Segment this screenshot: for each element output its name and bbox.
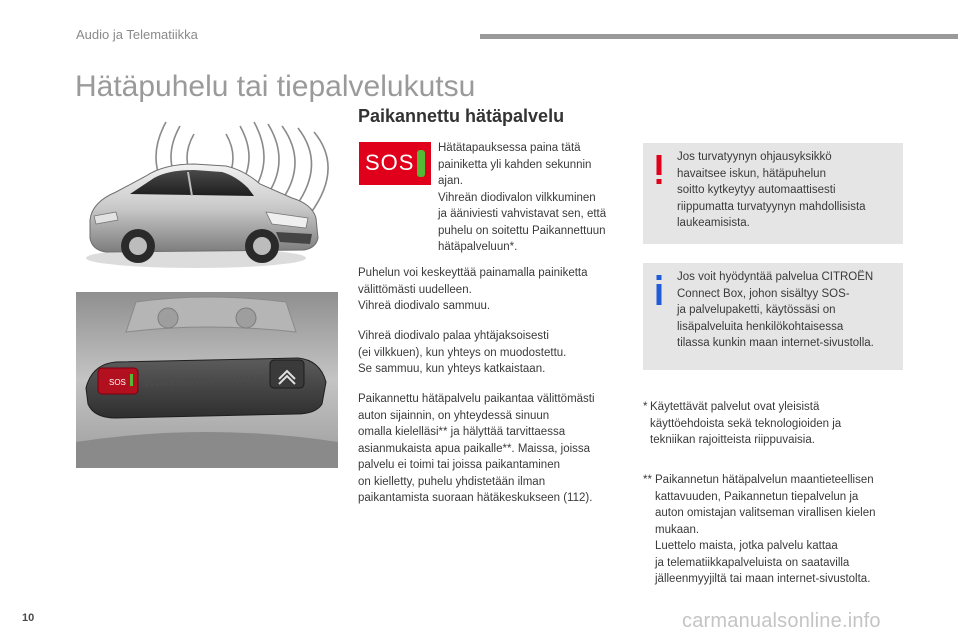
cancel-call-text: Puhelun voi keskeyttää painamalla painiketta välittömästi uudelleen. Vihreä diodivalo sammuu. <box>358 267 588 312</box>
footnote-1-mark: * <box>643 401 648 413</box>
sos-instruction-text: Hätätapauksessa paina tätä painiketta yli kahden sekunnin ajan. Vihreän diodivalon vilkkuminen ja ääniviesti vahvistavat sen, että puhelu on soitettu Paikannettuun hätäpalveluun*. <box>438 142 607 253</box>
led-status-text: Vihreä diodivalo palaa yhtäjaksoisesti (ei vilkkuen), kun yhteys on muodostettu. Se sammuu, kun yhteys katkaistaan. <box>358 330 567 375</box>
watermark: carmanualsonline.info <box>682 610 881 632</box>
location-service-text: Paikannettu hätäpalvelu paikantaa välittömästi auton sijainnin, on yhteydessä sinuun omalla kielelläsi** ja hälyttää tarvittaessa asianmukaista apua paikalle**. Maissa, joissa palvelu ei toimi tai joissa paikantaminen on kielletty, puhelu yhdistetään ilman paikantamista suoraan hätäkeskukseen (112). <box>358 393 595 504</box>
header-bar <box>480 34 958 39</box>
footnote-1-text: Käytettävät palvelut ovat yleisistä käyttöehdoista sekä teknologioiden ja tekniikan rajoitteista riippuvaisia. <box>650 401 842 446</box>
section-subtitle: Paikannettu hätäpalvelu <box>358 106 565 126</box>
info-icon <box>653 275 665 305</box>
car-illustration <box>76 120 338 272</box>
section-label: Audio ja Telematiikka <box>76 27 198 42</box>
info-note-text: Jos voit hyödyntää palvelua CITROËN Connect Box, johon sisältyy SOS- ja palvelupaketti, käytössäsi on lisäpalveluita henkilökohtaisessa tilassa kunkin maan internet-sivustolla. <box>677 271 874 349</box>
sos-led-icon <box>417 150 425 177</box>
svg-text:SOS: SOS <box>109 378 126 387</box>
page-title: Hätäpuhelu tai tiepalvelukutsu <box>75 70 476 103</box>
footnote-2-mark: ** <box>643 474 652 486</box>
console-graphic <box>76 292 338 468</box>
footnote-2-text: Paikannetun hätäpalvelun maantieteellisen kattavuuden, Paikannetun tiepalvelun ja auton omistajan valitseman virallisen kielen mukaan. Luettelo maista, jotka palvelu kattaa ja telematiikkapalveluista on saatavilla jälleenmyyjiltä tai maan internet-sivustolta. <box>655 474 876 585</box>
car-signal-graphic <box>76 120 338 272</box>
warning-note <box>643 143 903 244</box>
sos-label: SOS <box>365 150 415 175</box>
exclamation-icon <box>653 155 665 185</box>
warning-note-text: Jos turvatyynyn ohjausyksikkö havaitsee iskun, hätäpuhelun soitto kytkeytyy automaattisesti riippumatta turvatyynyn mahdollisista laukeamisista. <box>677 151 866 229</box>
info-note <box>643 263 903 370</box>
roof-console-illustration <box>76 292 338 468</box>
page-number: 10 <box>22 612 35 624</box>
sos-button[interactable] <box>359 142 431 185</box>
